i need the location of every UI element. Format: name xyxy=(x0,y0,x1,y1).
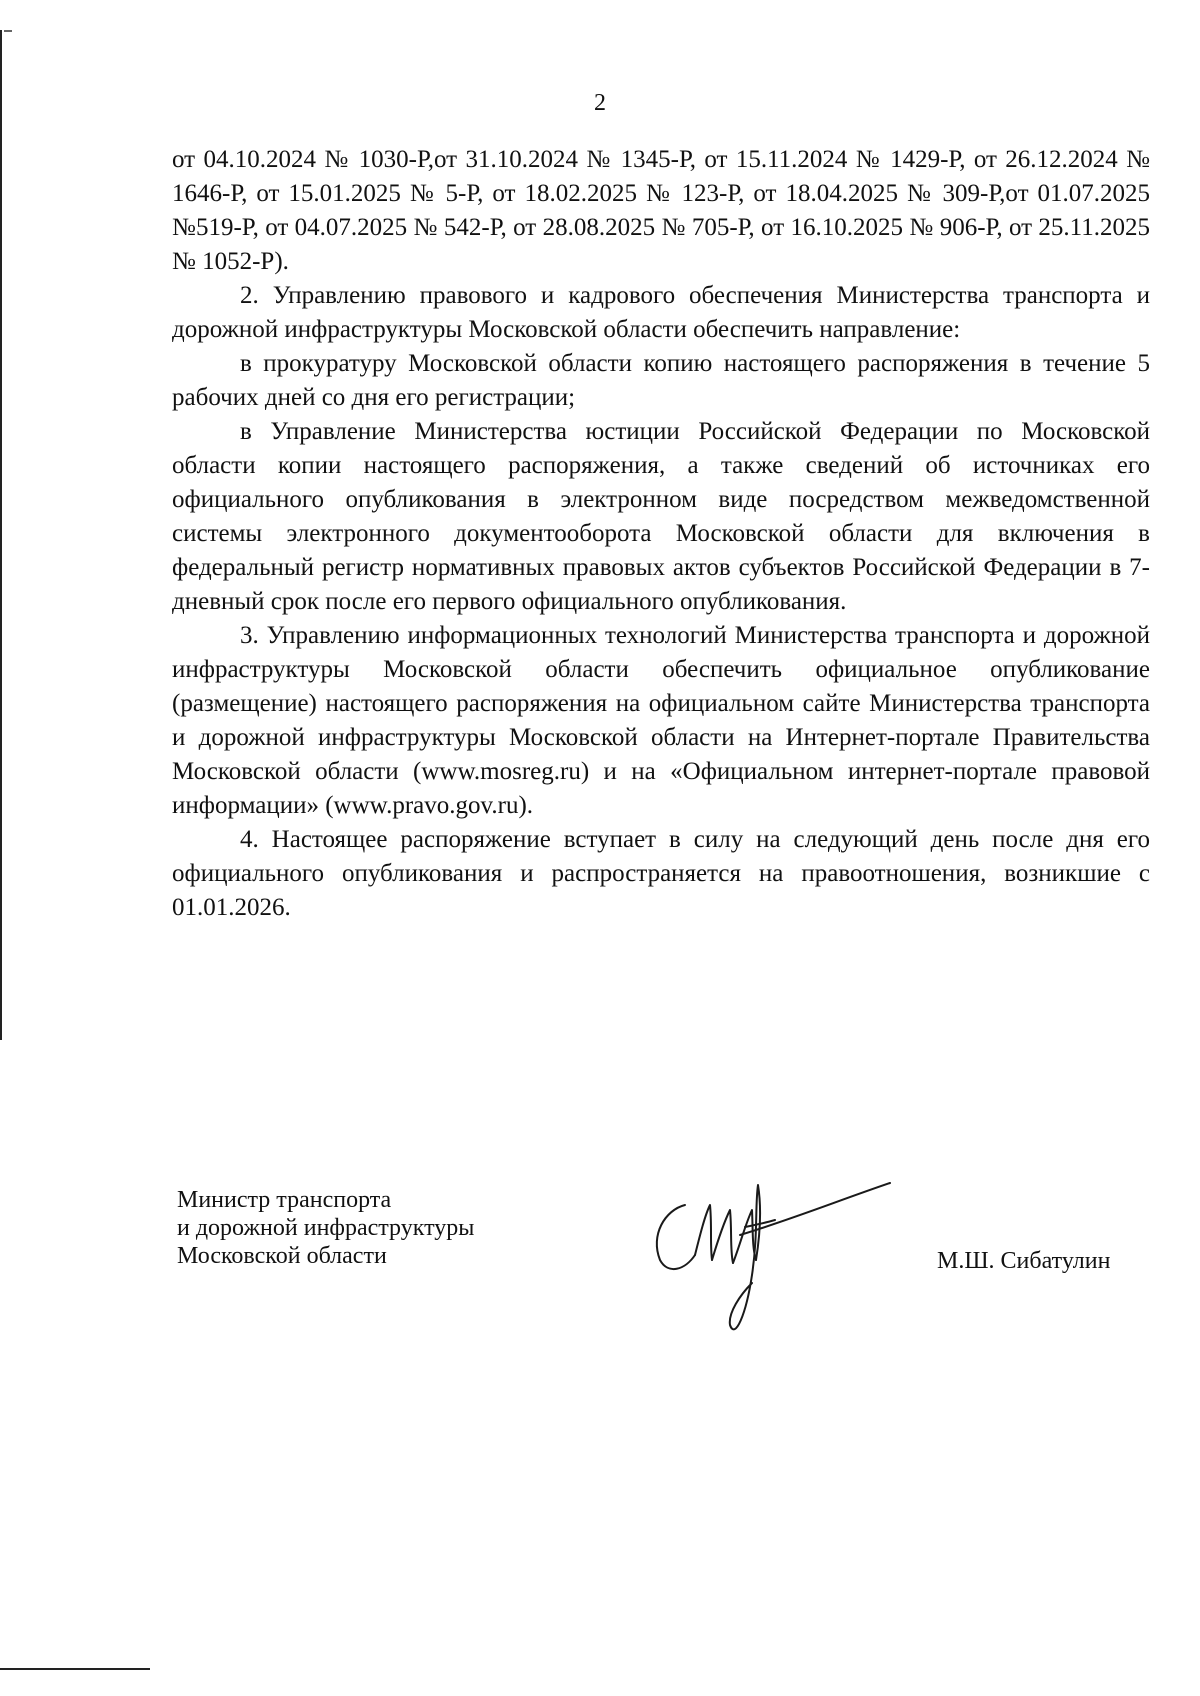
scan-border-bottom xyxy=(0,1668,150,1670)
document-body xyxy=(172,143,1150,925)
signatory-position xyxy=(177,1186,474,1270)
paragraph-item-4: 4. Настоящее распоряжение вступает в силу на следующий день после дня его официального опубликования и распространяется на правоотношения, возникшие с 01.01.2026. xyxy=(172,826,1150,921)
signatory-position-line: Московской области xyxy=(177,1243,387,1269)
paragraph-justice-ministry: в Управление Министерства юстиции Российской Федерации по Московской области копии настоящего распоряжения, а также сведений об источниках его официального опубликования в электронном виде посредством межведомственной системы электронного документооборота Московской области для включения в федеральный регистр нормативных правовых актов субъектов Российской Федерации в 7-дневный срок после его первого официального опубликования. xyxy=(172,418,1150,615)
paragraph-item-3: 3. Управлению информационных технологий Министерства транспорта и дорожной инфраструктуры Московской области обеспечить официальное опубликование (размещение) настоящего распоряжения на официальном сайте Министерства транспорта и дорожной инфраструктуры Московской области на Интернет-портале Правительства Московской области (www.mosreg.ru) и на «Официальном интернет-портале правовой информации» (www.pravo.gov.ru). xyxy=(172,622,1150,819)
scan-border-left xyxy=(0,30,2,1040)
page-number: 2 xyxy=(594,90,606,116)
signer-name: М.Ш. Сибатулин xyxy=(937,1248,1111,1274)
handwritten-signature xyxy=(640,1165,900,1345)
signatory-position-line: и дорожной инфраструктуры xyxy=(177,1215,475,1241)
signatory-position-line: Министр транспорта xyxy=(177,1187,392,1213)
scan-corner-mark xyxy=(4,30,12,32)
paragraph-amendments-list: от 04.10.2024 № 1030-Р,от 31.10.2024 № 1345-Р, от 15.11.2024 № 1429-Р, от 26.12.2024 № 1646-Р, от 15.01.2025 № 5-Р, от 18.02.2025 № 123-Р, от 18.04.2025 № 309-Р,от 01.07.2025 №519-Р, от 04.07.2025 № 542-Р, от 28.08.2025 № 705-Р, от 16.10.2025 № 906-Р, от 25.11.2025 № 1052-Р). xyxy=(172,146,1150,275)
paragraph-prosecutor: в прокуратуру Московской области копию настоящего распоряжения в течение 5 рабочих дней со дня его регистрации; xyxy=(172,350,1150,411)
paragraph-item-2: 2. Управлению правового и кадрового обеспечения Министерства транспорта и дорожной инфраструктуры Московской области обеспечить направление: xyxy=(172,282,1150,343)
